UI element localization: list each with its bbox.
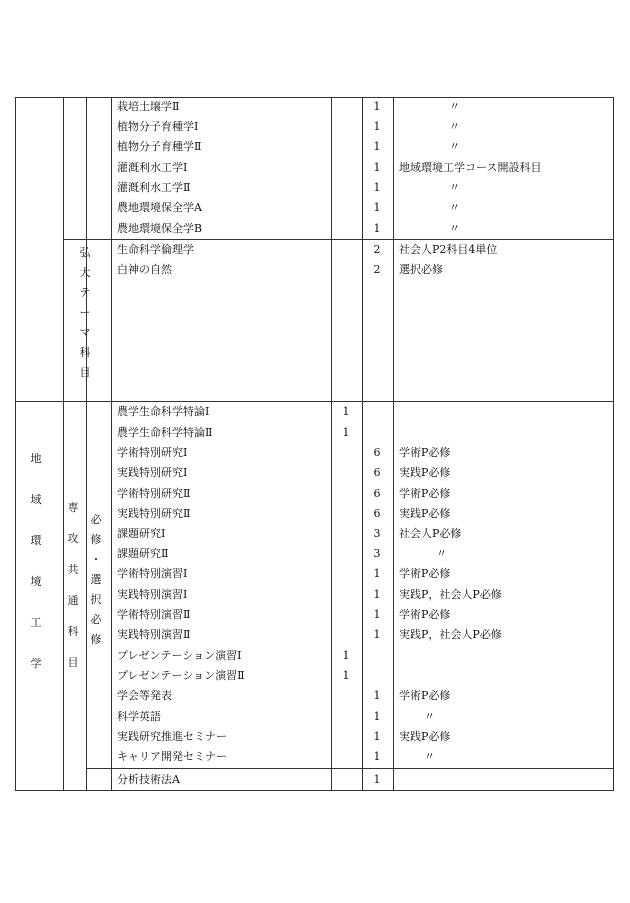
subject-cell: 学会等発表 — [117, 689, 172, 702]
subject-cell: 植物分子育種学Ⅰ — [117, 120, 199, 133]
elective-credit-cell: 1 — [373, 710, 381, 723]
note-cell: 実践P，社会人P必修 — [399, 628, 502, 641]
subject-cell: キャリア開発セミナー — [117, 750, 227, 763]
col-divider-6 — [393, 98, 394, 791]
subject-cell: 課題研究Ⅱ — [117, 547, 169, 560]
elective-credit-cell: 6 — [373, 507, 381, 520]
note-cell: 実践P必修 — [399, 466, 451, 479]
note-cell: 学術P必修 — [399, 487, 451, 500]
subject-cell: 白神の自然 — [117, 263, 172, 276]
note-cell: 〃 — [449, 120, 460, 133]
subject-cell: 実践特別演習Ⅱ — [117, 628, 191, 641]
note-cell: 学術P必修 — [399, 608, 451, 621]
elective-credit-cell: 6 — [373, 446, 381, 459]
course-table — [15, 97, 614, 791]
elective-credit-cell: 1 — [373, 588, 381, 601]
subject-cell: 灌漑利水工学Ⅰ — [117, 161, 188, 174]
subject-cell: 学術特別演習Ⅱ — [117, 608, 191, 621]
required-credit-cell: 1 — [342, 426, 350, 439]
required-credit-cell: 1 — [342, 405, 350, 418]
elective-credit-cell: 6 — [373, 466, 381, 479]
note-cell: 〃 — [424, 710, 435, 723]
subject-cell: 農地環境保全学A — [117, 201, 202, 214]
note-cell: 学術P必修 — [399, 567, 451, 580]
elective-credit-cell: 1 — [373, 628, 381, 641]
subject-cell: 学術特別演習Ⅰ — [117, 567, 188, 580]
elective-credit-cell: 1 — [373, 773, 381, 786]
elective-credit-cell: 1 — [373, 567, 381, 580]
col-divider-3 — [111, 98, 112, 791]
required-credit-cell: 1 — [342, 649, 350, 662]
row-divider-b-c — [16, 401, 614, 402]
subject-cell: プレゼンテーション演習Ⅰ — [117, 649, 242, 662]
note-cell: 〃 — [424, 750, 435, 763]
col-divider-4 — [331, 98, 332, 791]
note-cell: 〃 — [449, 201, 460, 214]
required-credit-cell: 1 — [342, 669, 350, 682]
elective-credit-cell: 2 — [373, 243, 381, 256]
note-cell: 〃 — [449, 181, 460, 194]
category-label-theme: 弘 大 テ ー マ 科 目 — [79, 246, 91, 379]
elective-credit-cell: 2 — [373, 263, 381, 276]
elective-credit-cell: 3 — [373, 527, 381, 540]
elective-credit-cell: 1 — [373, 120, 381, 133]
note-cell: 学術P必修 — [399, 446, 451, 459]
subject-cell: 農学生命科学特論Ⅱ — [117, 426, 213, 439]
elective-credit-cell: 1 — [373, 222, 381, 235]
note-cell: 〃 — [449, 222, 460, 235]
subcategory-label-required: 必 修 ・ 選 択 必 修 — [90, 513, 102, 646]
elective-credit-cell: 1 — [373, 100, 381, 113]
col-divider-1 — [63, 98, 64, 791]
subject-cell: 農地環境保全学B — [117, 222, 203, 235]
row-divider-last — [86, 768, 614, 769]
elective-credit-cell: 6 — [373, 487, 381, 500]
elective-credit-cell: 3 — [373, 547, 381, 560]
note-cell: 実践P，社会人P必修 — [399, 588, 502, 601]
note-cell: 選択必修 — [399, 263, 443, 276]
note-cell: 実践P必修 — [399, 730, 451, 743]
elective-credit-cell: 1 — [373, 689, 381, 702]
subject-cell: 実践研究推進セミナー — [117, 730, 227, 743]
note-cell: 〃 — [449, 140, 460, 153]
subject-cell: 生命科学倫理学 — [117, 243, 194, 256]
subject-cell: プレゼンテーション演習Ⅱ — [117, 669, 245, 682]
elective-credit-cell: 1 — [373, 750, 381, 763]
subject-cell: 実践特別研究Ⅱ — [117, 507, 191, 520]
major-label: 地 域 環 境 工 学 — [30, 452, 42, 670]
elective-credit-cell: 1 — [373, 161, 381, 174]
subject-cell: 灌漑利水工学Ⅱ — [117, 181, 191, 194]
category-label-common: 専 攻 共 通 科 目 — [67, 501, 79, 669]
note-cell: 〃 — [449, 100, 460, 113]
subject-cell: 実践特別演習Ⅰ — [117, 588, 188, 601]
elective-credit-cell: 1 — [373, 608, 381, 621]
note-cell: 〃 — [436, 547, 447, 560]
col-divider-2 — [86, 98, 87, 791]
subject-cell: 学術特別研究Ⅰ — [117, 446, 188, 459]
subject-cell: 栽培土壌学Ⅱ — [117, 100, 180, 113]
elective-credit-cell: 1 — [373, 181, 381, 194]
note-cell: 学術P必修 — [399, 689, 451, 702]
subject-cell: 科学英語 — [117, 710, 161, 723]
subject-cell: 農学生命科学特論Ⅰ — [117, 405, 210, 418]
subject-cell: 分析技術法A — [117, 773, 180, 786]
subject-cell: 植物分子育種学Ⅱ — [117, 140, 202, 153]
subject-cell: 課題研究Ⅰ — [117, 527, 166, 540]
elective-credit-cell: 1 — [373, 730, 381, 743]
subject-cell: 学術特別研究Ⅱ — [117, 487, 191, 500]
note-cell: 社会人P2科目4単位 — [399, 243, 498, 256]
elective-credit-cell: 1 — [373, 201, 381, 214]
elective-credit-cell: 1 — [373, 140, 381, 153]
note-cell: 社会人P必修 — [399, 527, 462, 540]
note-cell: 実践P必修 — [399, 507, 451, 520]
note-cell: 地域環境工学コース開設科目 — [399, 161, 542, 174]
subject-cell: 実践特別研究Ⅰ — [117, 466, 188, 479]
